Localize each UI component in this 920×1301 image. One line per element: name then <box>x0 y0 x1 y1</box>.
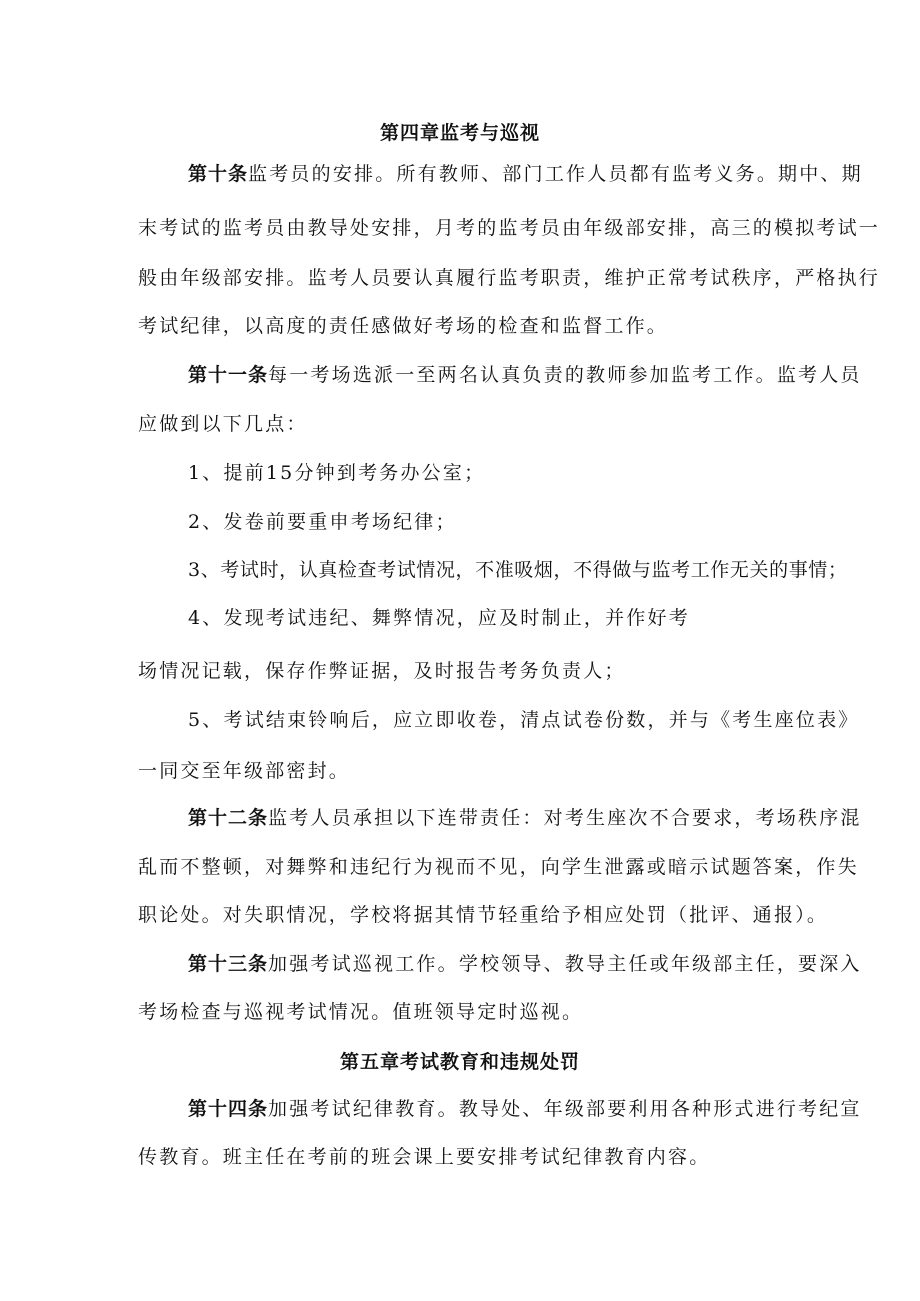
article-10-line-4: 考试纪律，以高度的责任感做好考场的检查和监督工作。 <box>138 315 669 337</box>
list-item-1: 1、提前15分钟到考务办公室； <box>188 462 486 484</box>
list-item-4-continued: 场情况记载，保存作弊证据，及时报告考务负责人； <box>138 660 626 682</box>
article-10-line-1 <box>188 160 863 188</box>
article-12-line-3: 职论处。对失职情况，学校将据其情节轻重给予相应处罚（批评、通报）。 <box>138 904 829 926</box>
list-item-5: 5、考试结束铃响后，应立即收卷，清点试卷份数，并与《考生座位表》 <box>188 709 860 731</box>
article-14-text-1: 加强考试纪律教育。教导处、年级部要利用各种形式进行考纪宣 <box>268 1098 862 1120</box>
article-13-line-1 <box>188 950 862 978</box>
chapter-5-title: 第五章考试教育和违规处罚 <box>339 1051 580 1073</box>
list-item-3: 3、考试时，认真检查考试情况，不准吸烟，不得做与监考工作无关的事情； <box>188 559 848 581</box>
article-13-text-1: 加强考试巡视工作。学校领导、教导主任或年级部主任，要深入 <box>268 953 862 975</box>
article-13-label: 第十三条 <box>188 953 269 975</box>
article-13-line-2: 考场检查与巡视考试情况。值班领导定时巡视。 <box>138 1001 584 1023</box>
article-12-line-1 <box>188 804 862 832</box>
list-item-2: 2、发卷前要重申考场纪律； <box>188 511 457 533</box>
article-12-text-1: 监考人员承担以下连带责任：对考生座次不合要求，考场秩序混 <box>268 807 862 829</box>
article-10-line-3: 般由年级部安排。监考人员要认真履行监考职责，维护正常考试秩序，严格执行 <box>138 267 881 289</box>
article-11-line-1 <box>188 361 862 389</box>
article-14-line-1 <box>188 1095 862 1123</box>
article-11-text-1: 每一考场选派一至两名认真负责的教师参加监考工作。监考人员 <box>268 364 862 386</box>
article-11-label: 第十一条 <box>188 364 269 386</box>
article-14-line-2: 传教育。班主任在考前的班会课上要安排考试纪律教育内容。 <box>138 1146 711 1168</box>
list-item-4: 4、发现考试违纪、舞弊情况，应及时制止，并作好考 <box>188 607 690 629</box>
list-item-5-continued: 一同交至年级部密封。 <box>138 760 351 782</box>
article-11-line-2: 应做到以下几点： <box>138 413 308 435</box>
article-10-line-2: 末考试的监考员由教导处安排，月考的监考员由年级部安排，高三的模拟考试一 <box>138 217 881 239</box>
article-12-label: 第十二条 <box>188 807 269 829</box>
article-14-label: 第十四条 <box>188 1098 269 1120</box>
article-12-line-2: 乱而不整顿，对舞弊和违纪行为视而不见，向学生泄露或暗示试题答案，作失 <box>138 856 859 878</box>
chapter-4-title: 第四章监考与巡视 <box>379 122 540 144</box>
article-10-label: 第十条 <box>188 163 249 185</box>
article-10-text-1: 监考员的安排。所有教师、部门工作人员都有监考义务。期中、期 <box>248 163 863 185</box>
